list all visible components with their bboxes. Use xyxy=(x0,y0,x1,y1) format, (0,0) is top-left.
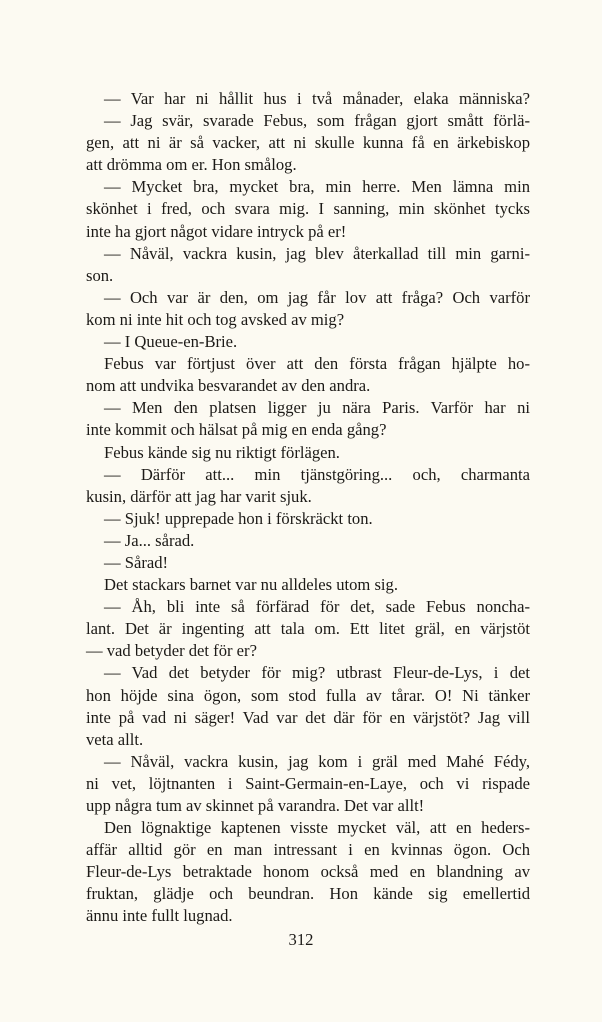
text-line: veta allt. xyxy=(86,729,144,749)
text-line: Den lögnaktige kaptenen visste mycket väl, att en heders- xyxy=(104,818,530,838)
text-line: fruktan, glädje och beundran. Hon kände sig emellertid xyxy=(86,884,530,904)
text-line: gen, att ni är så vacker, att ni skulle kunna få en ärkebiskop xyxy=(86,133,530,153)
text-line: — Och var är den, om jag får lov att fråga? Och varför xyxy=(104,287,530,307)
text-line: ännu inte fullt lugnad. xyxy=(86,906,233,926)
text-line: — Därför att... min tjänstgöring... och, charmanta xyxy=(104,464,530,484)
text-line: Fleur-de-Lys betraktade honom också med en blandning av xyxy=(86,862,530,882)
text-line: — Ja... sårad. xyxy=(104,530,195,550)
text-line: upp några tum av skinnet på varandra. Det var allt! xyxy=(86,796,425,815)
page-number: 312 xyxy=(288,930,314,949)
text-line: — Mycket bra, mycket bra, min herre. Men lämna min xyxy=(104,177,530,197)
text-line: Febus var förtjust över att den första frågan hjälpte ho- xyxy=(104,354,530,374)
text-line: — Nåväl, vackra kusin, jag blev återkallad till min garni- xyxy=(104,243,530,263)
text-line: — Åh, bli inte så förfärad för det, sade Febus noncha- xyxy=(104,597,530,617)
text-line: — Jag svär, svarade Febus, som frågan gjort smått förlä- xyxy=(104,111,530,131)
text-line: — Var har ni hållit hus i två månader, elaka människa? xyxy=(104,89,530,108)
text-line: skönhet i fred, och svara mig. I sanning, min skönhet tycks xyxy=(86,199,530,219)
text-line: — Men den platsen ligger ju nära Paris. Varför har ni xyxy=(104,398,530,418)
text-line: — vad betyder det för er? xyxy=(86,641,257,661)
text-line: — Vad det betyder för mig? utbrast Fleur-de-Lys, i det xyxy=(104,663,530,683)
body-text xyxy=(86,88,530,928)
text-line: Det stackars barnet var nu alldeles utom sig. xyxy=(104,575,398,595)
text-line: lant. Det är ingenting att tala om. Ett litet gräl, en värjstöt xyxy=(86,619,530,639)
text-line: — I Queue-en-Brie. xyxy=(104,332,238,352)
text-line: Febus kände sig nu riktigt förlägen. xyxy=(104,442,340,462)
text-line: affär alltid gör en man intressant i en kvinnas ögon. Och xyxy=(86,840,530,860)
text-line: kom ni inte hit och tog avsked av mig? xyxy=(86,309,345,329)
text-line: inte kommit och hälsat på mig en enda gång? xyxy=(86,420,387,440)
text-line: nom att undvika besvarandet av den andra. xyxy=(86,376,371,396)
text-line: — Sårad! xyxy=(104,552,169,572)
text-line: ni vet, löjtnanten i Saint-Germain-en-Laye, och vi rispade xyxy=(86,773,530,793)
text-line: hon höjde sina ögon, som stod fulla av tårar. O! Ni tänker xyxy=(86,685,530,705)
text-line: — Nåväl, vackra kusin, jag kom i gräl med Mahé Fédy, xyxy=(104,751,530,771)
text-line: att drömma om er. Hon smålog. xyxy=(86,155,297,175)
text-line: inte på vad ni säger! Vad var det där för en värjstöt? Jag vill xyxy=(86,707,530,727)
text-line: kusin, därför att jag har varit sjuk. xyxy=(86,486,312,506)
text-line: son. xyxy=(86,265,114,285)
text-line: inte ha gjort något vidare intryck på er! xyxy=(86,221,347,241)
text-line: — Sjuk! upprepade hon i förskräckt ton. xyxy=(104,508,373,528)
